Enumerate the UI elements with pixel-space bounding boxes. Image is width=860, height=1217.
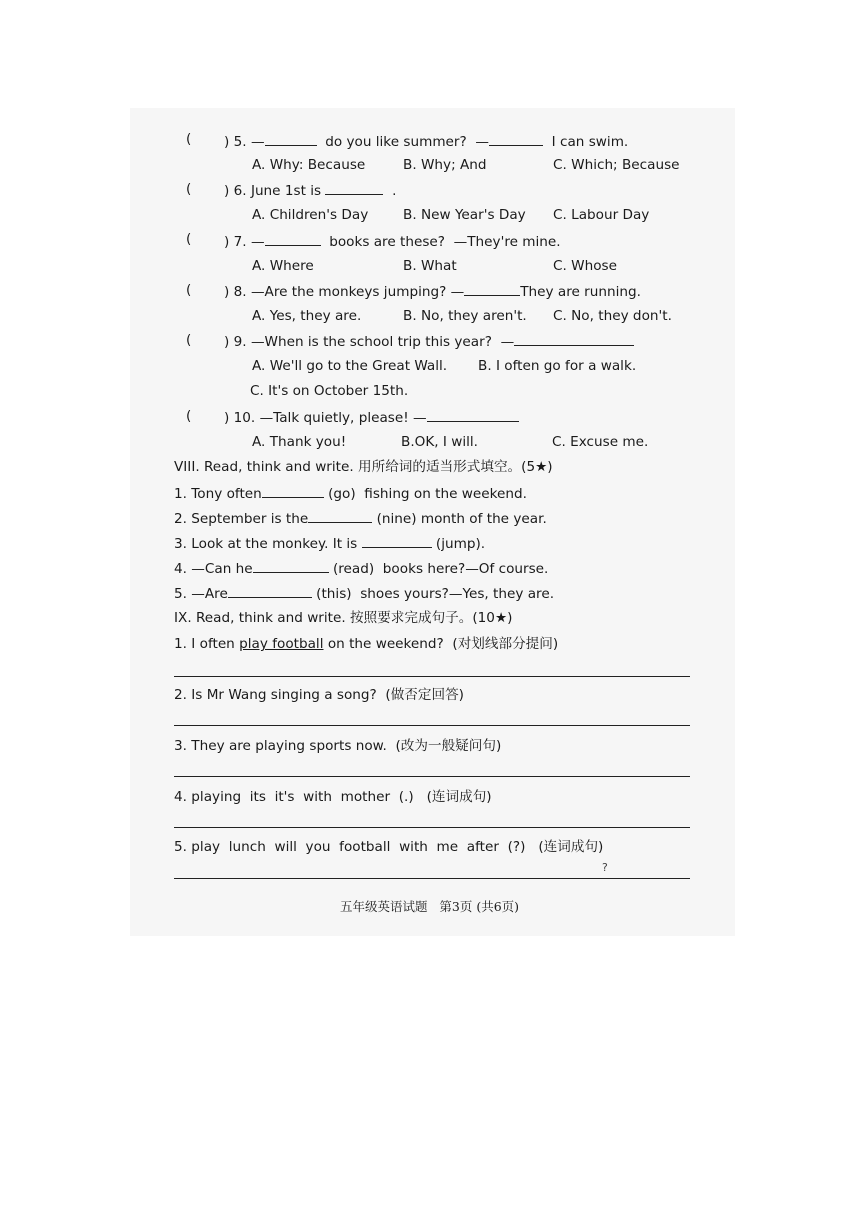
stray-mark: ? <box>602 861 608 874</box>
fill-item-1: 1. Tony often (go) fishing on the weekend. <box>174 486 527 502</box>
answer-paren: ( <box>186 282 192 298</box>
option-b: B. New Year's Day <box>403 207 526 223</box>
answer-line <box>174 776 690 777</box>
option-b: B. No, they aren't. <box>403 308 527 324</box>
rewrite-item-3: 3. They are playing sports now. (改为一般疑问句) <box>174 738 502 754</box>
option-a: A. Yes, they are. <box>252 308 362 324</box>
option-b: B. Why; And <box>403 157 487 173</box>
fill-item-2: 2. September is the (nine) month of the year. <box>174 511 547 527</box>
option-a: A. Where <box>252 258 314 274</box>
answer-line <box>174 676 690 677</box>
option-c: C. Which; Because <box>553 157 680 173</box>
section-9-title: IX. Read, think and write. 按照要求完成句子。(10★) <box>174 610 513 626</box>
section-8-title: VIII. Read, think and write. 用所给词的适当形式填空。(5★) <box>174 459 553 475</box>
answer-paren: ( <box>186 332 192 348</box>
fill-item-5: 5. —Are (this) shoes yours?—Yes, they are. <box>174 586 555 602</box>
question-9: ) 9. —When is the school trip this year? — <box>224 332 634 351</box>
answer-paren: ( <box>186 131 192 147</box>
rewrite-item-4: 4. playing its it's with mother (.) (连词成句) <box>174 789 492 805</box>
option-b: B.OK, I will. <box>401 434 479 450</box>
option-a: A. Children's Day <box>252 207 369 223</box>
option-a: A. Why: Because <box>252 157 366 173</box>
fill-item-3: 3. Look at the monkey. It is (jump). <box>174 536 486 552</box>
question-10: ) 10. —Talk quietly, please! — <box>224 408 519 427</box>
option-a: A. We'll go to the Great Wall. <box>252 358 448 374</box>
answer-paren: ( <box>186 408 192 424</box>
option-c: C. Whose <box>553 258 617 274</box>
answer-paren: ( <box>186 181 192 197</box>
fill-item-4: 4. —Can he (read) books here?—Of course. <box>174 561 549 577</box>
option-c: C. It's on October 15th. <box>250 383 409 399</box>
rewrite-item-5: 5. play lunch will you football with me after (?) (连词成句) <box>174 839 604 855</box>
answer-line <box>174 827 690 828</box>
question-5: ) 5. — do you like summer? — I can swim. <box>224 134 629 150</box>
rewrite-item-1: 1. I often play football on the weekend? (对划线部分提问) <box>174 636 559 652</box>
answer-paren: ( <box>186 231 192 247</box>
option-b: B. I often go for a walk. <box>478 358 637 374</box>
option-c: C. No, they don't. <box>553 308 672 324</box>
option-c: C. Excuse me. <box>552 434 649 450</box>
question-7: ) 7. — books are these? —They're mine. <box>224 234 561 250</box>
rewrite-item-2: 2. Is Mr Wang singing a song? (做否定回答) <box>174 687 464 703</box>
answer-line <box>174 878 690 879</box>
page-footer: 五年级英语试题 第3页 (共6页) <box>340 899 520 914</box>
question-6: ) 6. June 1st is . <box>224 183 397 199</box>
answer-line <box>174 725 690 726</box>
option-a: A. Thank you! <box>252 434 347 450</box>
option-b: B. What <box>403 258 457 274</box>
option-c: C. Labour Day <box>553 207 650 223</box>
question-8: ) 8. —Are the monkeys jumping? — They are running. <box>224 284 641 300</box>
